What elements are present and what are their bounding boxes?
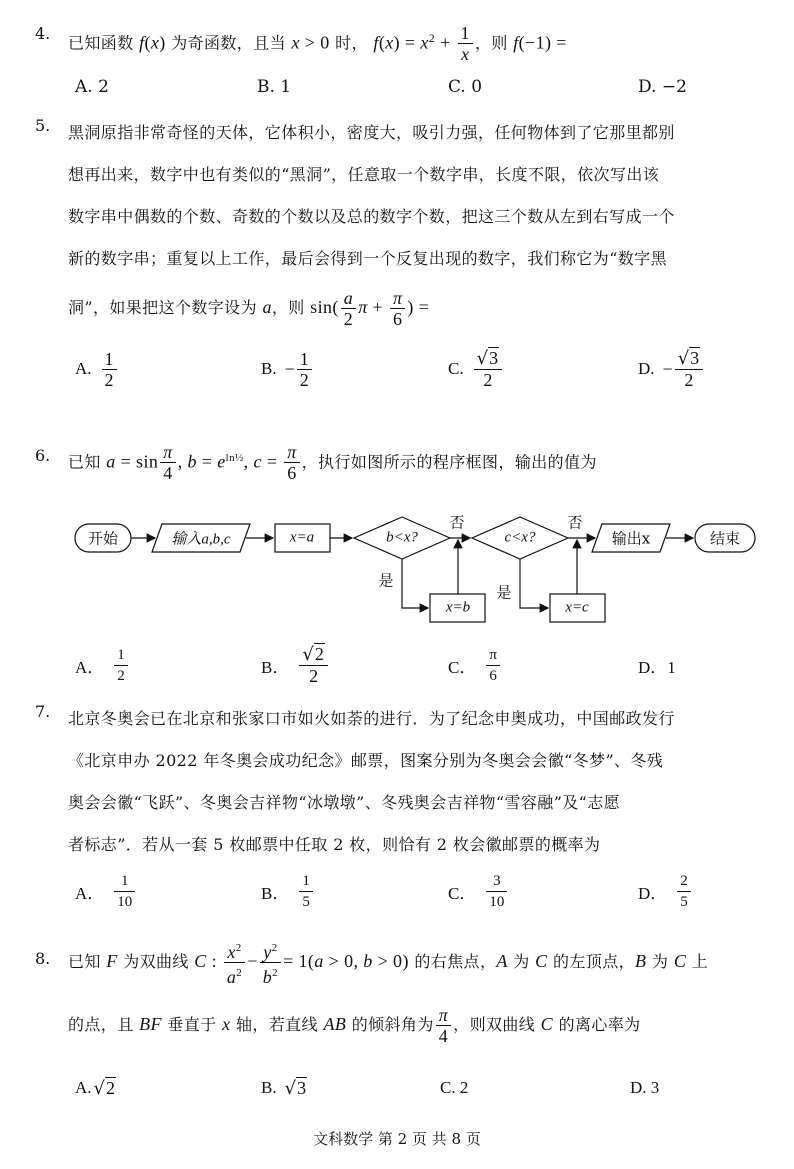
text-line: 的点，且 BF 垂直于 x 轴，若直线 AB 的倾斜角为 $\frac{\pi}{4}$ ，则双曲线 C 的离心率为 <box>68 1005 641 1046</box>
question-number: 4. <box>35 24 51 43</box>
option-a: A. √2 <box>75 1077 116 1099</box>
flow-cond-1: b<x? <box>386 529 418 546</box>
flow-assign-c: x=c <box>565 599 589 616</box>
flow-output: 输出x <box>611 529 651 548</box>
option-a: A. 2 <box>75 77 109 97</box>
option-d: D. 3 <box>630 1078 660 1097</box>
option-c: C. 2 <box>440 1078 469 1097</box>
question-7 <box>35 698 770 923</box>
options <box>75 62 770 112</box>
question-number: 5. <box>35 116 51 135</box>
flow-assign-b: x=b <box>445 599 471 616</box>
text-line: 想再出来，数字中也有类似的“黑洞”，任意取一个数字串，长度不限，依次写出该 <box>68 165 660 184</box>
flow-yes-2: 是 <box>496 583 512 602</box>
options <box>75 1063 770 1113</box>
question-number: 7. <box>35 702 51 721</box>
flow-input: 输入a,b,c <box>171 531 231 548</box>
options <box>75 640 770 690</box>
option-b: B． $\frac{1}{5}$ <box>261 866 315 916</box>
flow-no-2: 否 <box>567 513 583 532</box>
options <box>75 344 770 394</box>
option-a: A． $\frac{1}{10}$ <box>75 866 137 916</box>
flow-assign-a: x=a <box>289 529 315 546</box>
flow-end: 结束 <box>709 529 741 548</box>
option-b: B． $\frac{√2}{2}$ <box>261 640 330 690</box>
option-b: B. − $\frac{1}{2}$ <box>261 344 314 394</box>
flow-no-1: 否 <box>449 513 465 532</box>
question-text <box>68 935 770 1051</box>
flow-cond-2: c<x? <box>504 529 536 546</box>
question-number: 8. <box>35 949 51 968</box>
question-text: 已知函数 f(x) 为奇函数，且当 x > 0 时， $f(x) = x^2$ + $\frac{1}{x}$ ，则 f(−1) = <box>68 23 567 65</box>
text-line: 北京冬奥会已在北京和张家口市如火如荼的进行．为了纪念申奥成功，中国邮政发行 <box>68 709 675 728</box>
text-line: 新的数字串；重复以上工作，最后会得到一个反复出现的数字，我们称它为“数字黑 <box>68 249 667 268</box>
question-6 <box>35 430 770 490</box>
page-footer: 文科数学 第 2 页 共 8 页 <box>313 1130 481 1148</box>
option-a: A． $\frac{1}{2}$ <box>75 640 130 690</box>
flow-start: 开始 <box>87 529 119 548</box>
option-d: D. −2 <box>638 77 687 97</box>
question-number: 6. <box>35 446 51 465</box>
option-d: D． $\frac{2}{5}$ <box>638 866 693 916</box>
flowchart <box>70 512 790 627</box>
question-5 <box>35 112 770 407</box>
text-line: 《北京申办 2022 年冬奥会成功纪念》邮票，图案分别为冬奥会会徽“冬梦”、冬残 <box>68 751 664 770</box>
question-text <box>68 698 770 866</box>
text-line: 奥会会徽“飞跃”、冬奥会吉祥物“冰墩墩”、冬残奥会吉祥物“雪容融”及“志愿 <box>68 793 621 812</box>
option-b: B. √3 <box>261 1077 307 1099</box>
text-line: 黑洞原指非常奇怪的天体，它体积小，密度大，吸引力强，任何物体到了它那里都别 <box>68 123 675 142</box>
option-c: C． $\frac{3}{10}$ <box>448 866 509 916</box>
question-8 <box>35 935 770 1115</box>
text-line: 洞”，如果把这个数字设为 a，则 sin( $\frac{a}{2}$ π + $\frac{\pi}{6}$ ) = <box>68 288 430 329</box>
text-line: 者标志”．若从一套 5 枚邮票中任取 2 枚，则恰有 2 枚会徽邮票的概率为 <box>68 835 601 854</box>
text-line: 数字串中偶数的个数、奇数的个数以及总的数字个数，把这三个数从左到右写成一个 <box>68 207 675 226</box>
option-a: A. $\frac{1}{2}$ <box>75 344 119 394</box>
question-6-options <box>35 640 770 690</box>
options <box>75 866 770 916</box>
option-c: C. 0 <box>448 77 483 97</box>
option-c: C． $\frac{\pi}{6}$ <box>448 640 502 690</box>
flow-yes-1: 是 <box>378 571 394 590</box>
option-c: C. $\frac{√3}{2}$ <box>448 344 504 394</box>
question-text: 已知 a = sin $\frac{\pi}{4}$ , $b = e^{ln\frac{1}{2}}$, c = $\frac{\pi}{6}$ ，执行如图所示的程序框图，输出的值为 <box>68 442 597 484</box>
question-4 <box>35 18 770 118</box>
option-d: D. − $\frac{√3}{2}$ <box>638 344 705 394</box>
option-b: B. 1 <box>257 77 292 97</box>
option-d: D．1 <box>638 657 676 677</box>
question-text <box>68 112 770 329</box>
text-line: 已知 F 为双曲线 C : $\frac{x^2}{a^2}$ − $\frac{y^2}{b^2}$ = 1(a > 0, b > 0) 的右焦点，A 为 C 的左顶点，B 为 C 上 <box>68 935 770 988</box>
